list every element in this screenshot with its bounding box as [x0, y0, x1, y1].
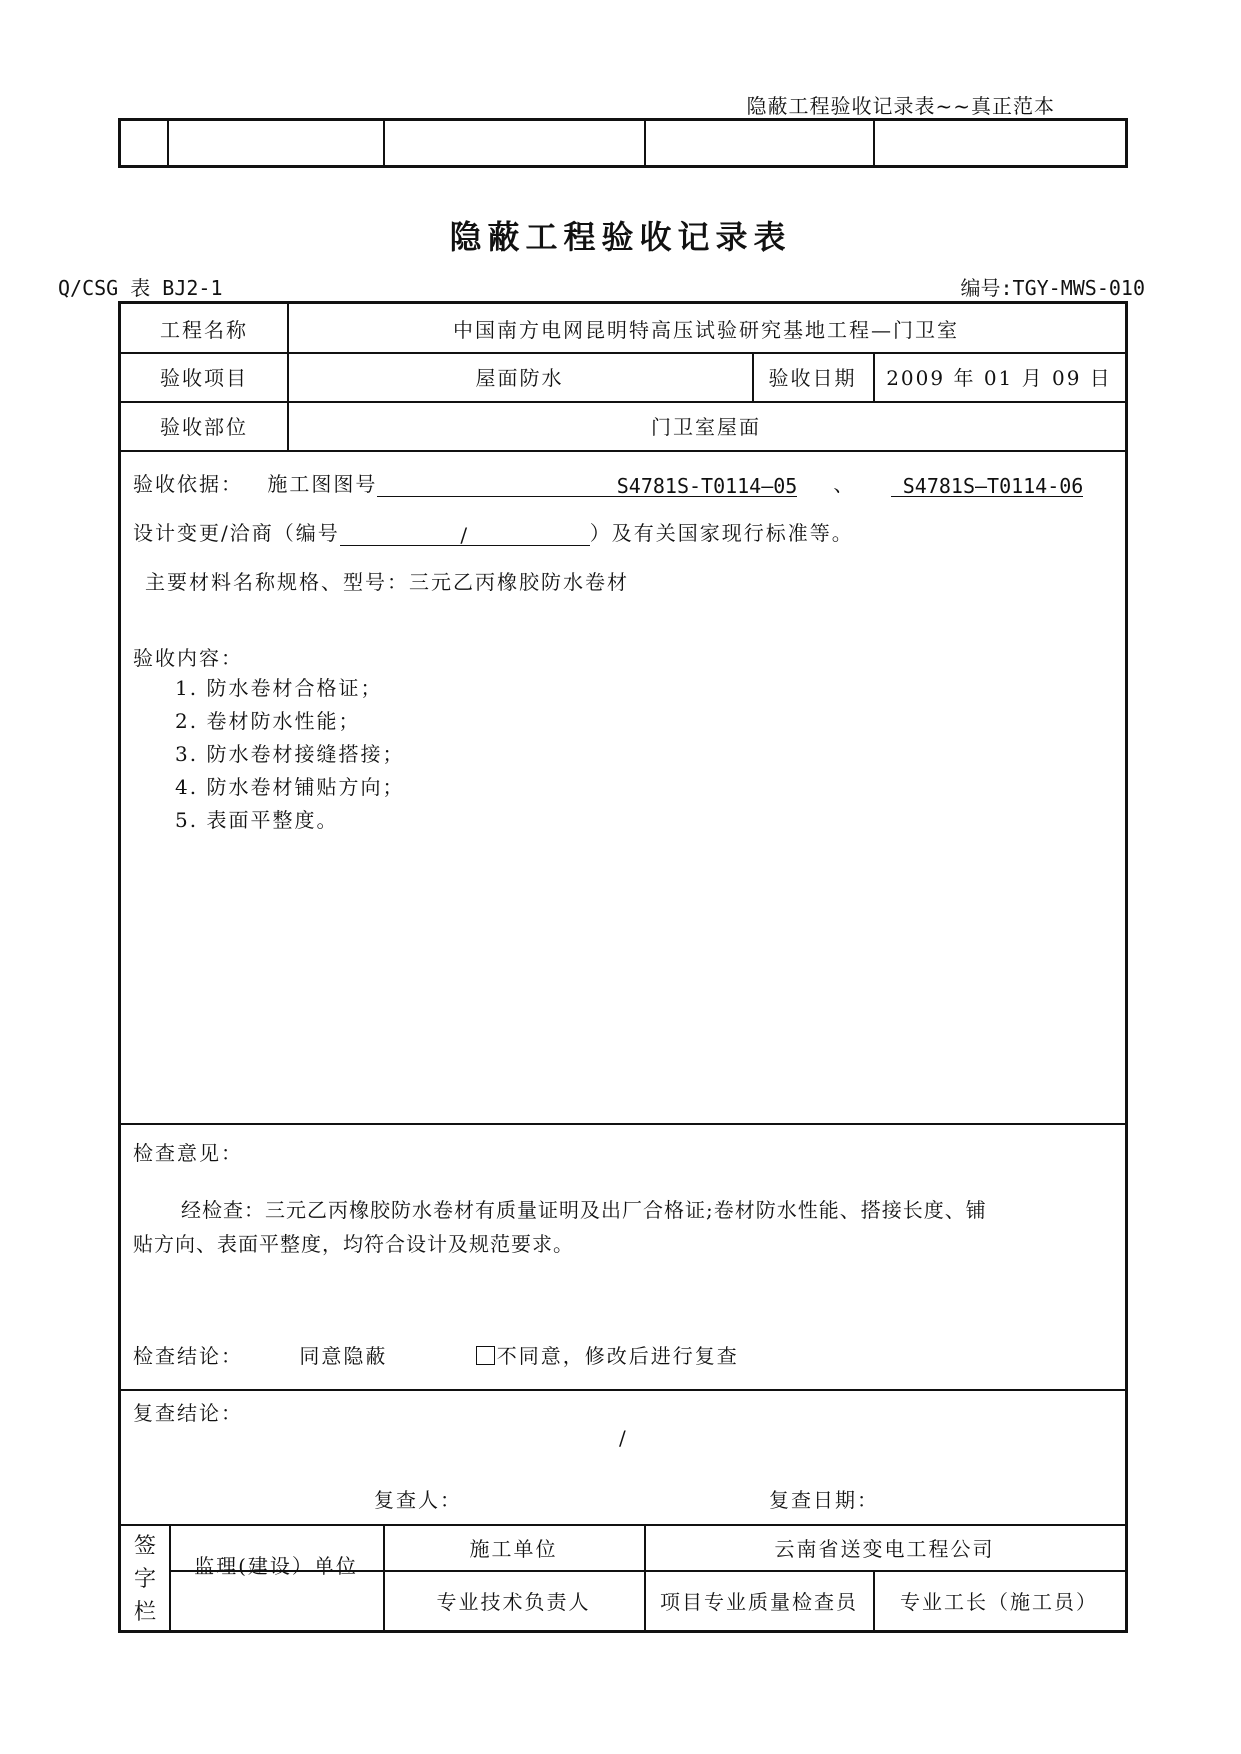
checkbox-icon: [476, 1346, 495, 1365]
item-value: 屋面防水: [475, 366, 564, 390]
basis-line: [133, 468, 1083, 497]
drawing-separator: 、: [833, 472, 856, 496]
basis-label: 验收依据：: [133, 472, 243, 496]
row-line: [121, 1123, 1125, 1125]
disagree-label: 不同意，修改后进行复查: [496, 1344, 739, 1368]
recheck-date-label: 复查日期：: [769, 1488, 879, 1512]
content-item: 4. 防水卷材铺贴方向；: [175, 775, 405, 799]
change-suffix: ）及有关国家现行标准等。: [589, 521, 854, 545]
header-note: 隐蔽工程验收记录表~~真正范本: [746, 94, 1055, 118]
quality-inspector-label: 项目专业质量检查员: [660, 1590, 858, 1614]
signature-column-char: 签: [133, 1534, 156, 1559]
serial-number: 编号:TGY-MWS-010: [960, 276, 1145, 300]
materials: 主要材料名称规格、型号：三元乙丙橡胶防水卷材: [145, 570, 629, 594]
row-line: [121, 450, 1125, 452]
row-line: [121, 1389, 1125, 1391]
date-value: 2009 年 01 月 09 日: [886, 366, 1112, 390]
construction-unit-name: 云南省送变电工程公司: [774, 1536, 995, 1561]
construction-unit-label: 施工单位: [469, 1536, 558, 1561]
inspection-text-1: 经检查：三元乙丙橡胶防水卷材有质量证明及出厂合格证;卷材防水性能、搭接长度、铺: [181, 1198, 987, 1222]
content-item: 2. 卷材防水性能；: [175, 709, 361, 733]
foreman-label: 专业工长（施工员）: [900, 1589, 1098, 1614]
recheck-label: 复查结论：: [133, 1401, 243, 1425]
top-strip-table: [118, 118, 1128, 168]
item-label: 验收项目: [160, 366, 248, 390]
content-label: 验收内容：: [133, 646, 243, 670]
recheck-value: /: [619, 1426, 628, 1450]
document-title: 隐蔽工程验收记录表: [449, 218, 792, 256]
strip-divider: [167, 121, 169, 165]
conclusion-label: 检查结论：: [133, 1344, 243, 1368]
content-item: 1. 防水卷材合格证；: [175, 676, 383, 700]
change-number: /: [340, 523, 590, 546]
change-prefix: 设计变更/洽商（编号: [133, 521, 340, 545]
form-code: Q/CSG 表 BJ2-1: [58, 276, 223, 300]
disagree-option: [476, 1344, 739, 1368]
location-value: 门卫室屋面: [651, 415, 761, 439]
drawing-label: 施工图图号: [267, 472, 378, 496]
recheck-person-label: 复查人：: [374, 1488, 462, 1512]
content-item: 5. 表面平整度。: [175, 808, 339, 832]
conclusion-line: [133, 1340, 739, 1369]
location-label: 验收部位: [160, 415, 248, 439]
content-item: 3. 防水卷材接缝搭接；: [175, 742, 405, 766]
strip-divider: [383, 121, 385, 165]
tech-lead-label: 专业技术负责人: [436, 1589, 591, 1614]
supervision-unit-label: 监理(建设）单位: [194, 1553, 358, 1578]
strip-divider: [873, 121, 875, 165]
acceptance-form: [118, 301, 1128, 1633]
signature-column-char: 字: [133, 1567, 156, 1592]
agree-option: 同意隐蔽: [299, 1344, 388, 1368]
change-line: [133, 517, 854, 546]
signature-column-char: 栏: [133, 1600, 156, 1625]
inspection-label: 检查意见：: [133, 1141, 243, 1165]
strip-divider: [644, 121, 646, 165]
project-name-label: 工程名称: [160, 317, 248, 342]
drawing-number-2: S4781S—T0114-06: [891, 474, 1083, 497]
date-label: 验收日期: [768, 366, 857, 390]
inspection-text-2: 贴方向、表面平整度，均符合设计及规范要求。: [133, 1232, 574, 1256]
project-name: 中国南方电网昆明特高压试验研究基地工程—门卫室: [453, 317, 959, 342]
drawing-number-1: S4781S-T0114—05: [377, 474, 797, 497]
